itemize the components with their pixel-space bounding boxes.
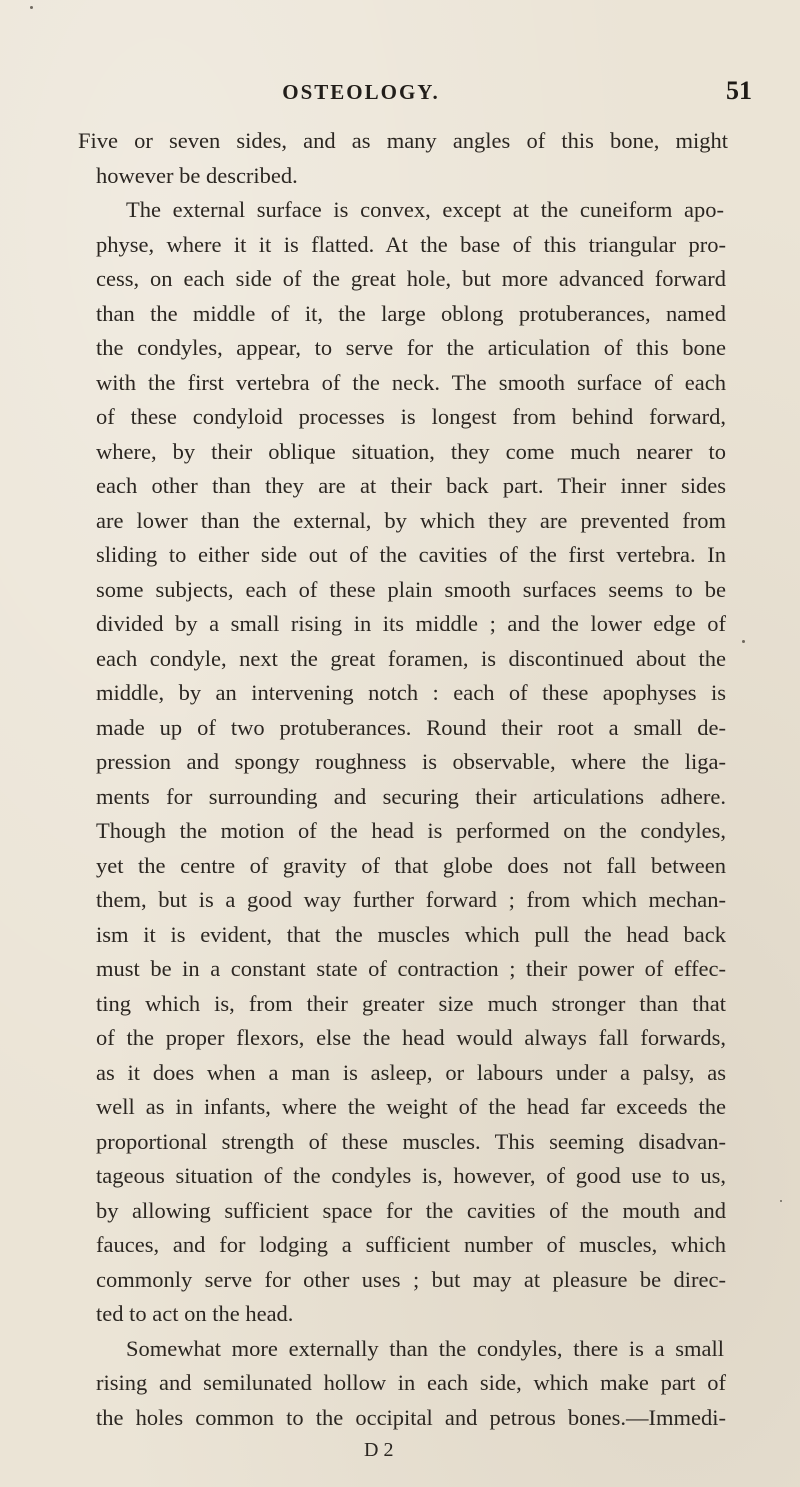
paper-speck <box>780 1200 782 1202</box>
text-line: commonly serve for other uses ; but may at pleasure be direc- <box>96 1266 726 1292</box>
text-line: made up of two protuberances. Round their root a small de- <box>96 714 726 740</box>
text-line: some subjects, each of these plain smooth surfaces seems to be <box>96 576 726 602</box>
running-title: OSTEOLOGY. <box>282 80 440 104</box>
text-line: with the first vertebra of the neck. The smooth surface of each <box>96 369 726 395</box>
text-line: cess, on each side of the great hole, but more advanced forward <box>96 266 726 291</box>
text-line: by allowing sufficient space for the cavities of the mouth and <box>96 1197 726 1223</box>
text-line: Somewhat more externally than the condyles, there is a small <box>126 1335 724 1361</box>
text-line: The external surface is convex, except at the cuneiform apo- <box>126 197 724 222</box>
text-line: proportional strength of these muscles. This seeming disadvan- <box>96 1128 726 1154</box>
text-line: the holes common to the occipital and petrous bones.—Immedi- <box>96 1404 726 1430</box>
text-line: ted to act on the head. <box>96 1301 294 1326</box>
text-line: tageous situation of the condyles is, however, of good use to us, <box>96 1163 726 1188</box>
text-line: each condyle, next the great foramen, is discontinued about the <box>96 645 726 671</box>
running-head <box>0 76 800 112</box>
paper-speck <box>30 6 33 9</box>
text-line: are lower than the external, by which they are prevented from <box>96 507 726 533</box>
page-number: 51 <box>726 76 752 105</box>
text-line: must be in a constant state of contraction ; their power of effec- <box>96 956 726 981</box>
text-line: Though the motion of the head is performed on the condyles, <box>96 818 726 843</box>
text-line: physe, where it it is flatted. At the base of this triangular pro- <box>96 231 726 257</box>
text-line: well as in infants, where the weight of the head far exceeds the <box>96 1094 726 1119</box>
paper-speck <box>742 640 745 643</box>
text-line: as it does when a man is asleep, or labours under a palsy, as <box>96 1059 726 1085</box>
text-line: rising and semilunated hollow in each side, which make part of <box>96 1370 726 1395</box>
text-line: Five or seven sides, and as many angles of this bone, might <box>78 128 728 153</box>
text-line: middle, by an intervening notch : each of these apophyses is <box>96 680 726 705</box>
text-line: however be described. <box>96 162 298 188</box>
text-line: the condyles, appear, to serve for the articulation of this bone <box>96 335 726 360</box>
text-line: of the proper flexors, else the head would always fall forwards, <box>96 1025 726 1050</box>
text-line: ism it is evident, that the muscles which pull the head back <box>96 921 726 947</box>
text-line: each other than they are at their back part. Their inner sides <box>96 473 726 498</box>
text-line: of these condyloid processes is longest from behind forward, <box>96 404 726 429</box>
text-line: than the middle of it, the large oblong protuberances, named <box>96 300 726 326</box>
text-line: divided by a small rising in its middle ; and the lower edge of <box>96 611 726 636</box>
text-line: them, but is a good way further forward ; from which mechan- <box>96 887 726 912</box>
text-line: fauces, and for lodging a sufficient number of muscles, which <box>96 1232 726 1257</box>
text-line: ments for surrounding and securing their articulations adhere. <box>96 783 726 809</box>
text-line: sliding to either side out of the cavities of the first vertebra. In <box>96 542 726 567</box>
text-line: where, by their oblique situation, they come much nearer to <box>96 438 726 464</box>
text-line: pression and spongy roughness is observable, where the liga- <box>96 749 726 774</box>
text-line: yet the centre of gravity of that globe does not fall between <box>96 852 726 878</box>
text-line: ting which is, from their greater size much stronger than that <box>96 990 726 1016</box>
signature-mark: D 2 <box>364 1439 394 1461</box>
